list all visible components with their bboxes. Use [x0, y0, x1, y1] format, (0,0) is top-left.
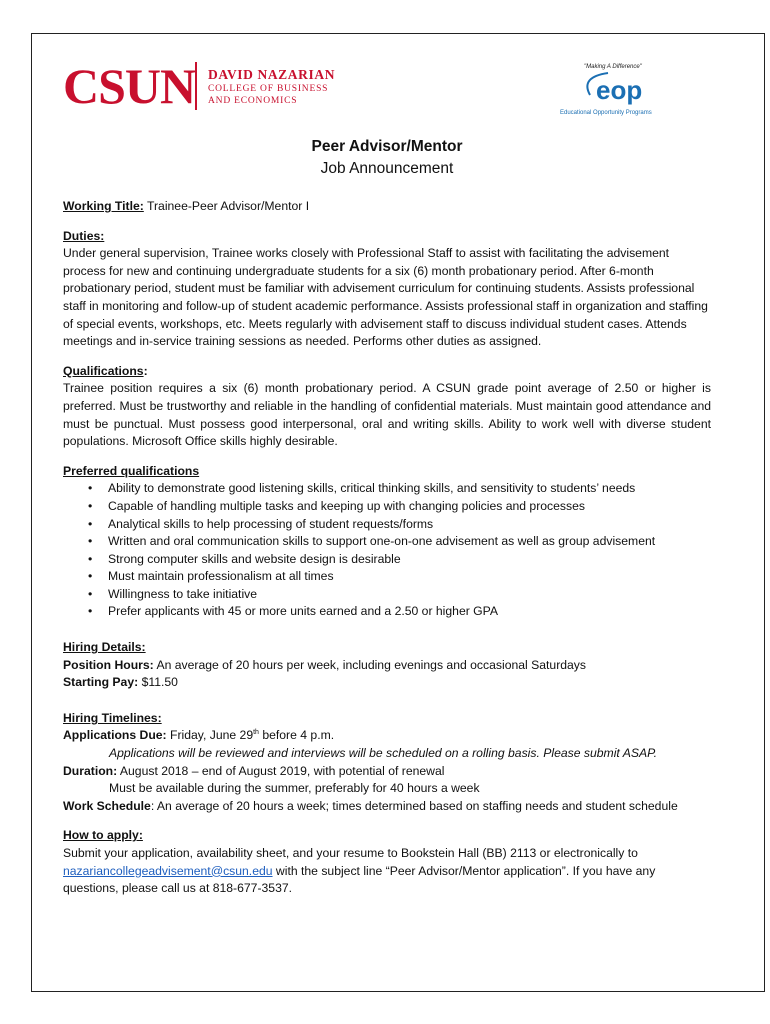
applications-due-time: before 4 p.m. — [258, 728, 335, 743]
letterhead — [63, 50, 711, 130]
hiring-timelines-heading: Hiring Timelines: — [63, 710, 162, 725]
college-line-2: AND ECONOMICS — [208, 96, 298, 106]
starting-pay-label: Starting Pay: — [63, 675, 139, 690]
preferred-list — [63, 480, 711, 621]
list-item: • Prefer applicants with 45 or more units earned and a 2.50 or higher GPA — [108, 603, 711, 621]
hiring-details-heading: Hiring Details: — [63, 640, 146, 655]
college-name: DAVID NAZARIAN — [208, 67, 336, 82]
list-item: • Analytical skills to help processing of student requests/forms — [108, 516, 711, 534]
title-block — [63, 136, 711, 180]
preferred-qualifications-section — [63, 463, 711, 621]
logo-divider — [195, 62, 197, 110]
preferred-heading: Preferred qualifications — [63, 463, 200, 478]
list-item: • Willingness to take initiative — [108, 586, 711, 604]
list-item: • Must maintain professionalism at all times — [108, 568, 711, 586]
working-title-section — [63, 198, 711, 216]
list-item: • Capable of handling multiple tasks and keeping up with changing policies and processes — [108, 498, 711, 516]
list-item: • Ability to demonstrate good listening skills, critical thinking skills, and sensitivity to students’ needs — [108, 480, 711, 498]
qualifications-colon: : — [143, 363, 148, 378]
applications-due-value: Friday, June 29 — [166, 728, 254, 743]
how-to-apply-text-2: with the subject line “Peer Advisor/Mentor application”. If you have any questions, please call us at 818-677-3537. — [63, 863, 656, 896]
page-title: Peer Advisor/Mentor — [311, 138, 463, 155]
work-schedule-label: Work Schedule — [63, 798, 151, 813]
duties-text: Under general supervision, Trainee works closely with Professional Staff to assist with facilitating the advisement process for new and continuing undergraduate students for a six (6) month probationary period. After 6-month probationary period, student must be familiar with advisement curriculum for continuing students. Assists professional staff in monitoring and follow-up of student academic performance. Assists professional staff in organization and staffing of special events, workshops, etc. Meets regularly with advisement staff to discuss individual student cases. Attends meetings and in-service training sessions as needed. Performs other duties as assigned. — [63, 246, 708, 349]
duties-heading: Duties: — [63, 228, 105, 243]
college-name-block — [208, 67, 335, 107]
duration-label: Duration: — [63, 763, 118, 778]
applications-due-sup: th — [253, 729, 259, 737]
page-subtitle: Job Announcement — [320, 160, 454, 177]
working-title-value: Trainee-Peer Advisor/Mentor I — [146, 199, 310, 213]
how-to-apply-section — [63, 827, 711, 897]
college-line-1: COLLEGE OF BUSINESS — [208, 84, 329, 94]
csun-logo: CSUN — [63, 58, 196, 114]
applications-due-label: Applications Due: — [63, 728, 167, 743]
document-body — [63, 50, 711, 898]
qualifications-text: Trainee position requires a six (6) month probationary period. A CSUN grade point average of 2.50 or higher is preferred. Must be trustworthy and reliable in the handling of confidential materials. Must maintain good attendance and must be punctual. Must possess good interpersonal, oral and writing skills. Ability to work well with diverse student populations. Microsoft Office skills highly desirable. — [63, 381, 711, 449]
duration-value: August 2018 – end of August 2019, with potential of renewal — [117, 763, 445, 778]
work-schedule-value: : An average of 20 hours a week; times determined based on staffing needs and student schedule — [150, 798, 678, 813]
how-to-apply-heading: How to apply: — [63, 828, 143, 843]
how-to-apply-text — [63, 845, 711, 898]
svg-text:eop: eop — [596, 75, 643, 105]
email-link[interactable]: nazariancollegeadvisement@csun.edu — [63, 863, 273, 878]
duration-note: Must be available during the summer, preferably for 40 hours a week — [109, 781, 480, 796]
hiring-timelines-section — [63, 710, 711, 816]
working-title-label: Working Title: — [63, 199, 144, 213]
list-item: • Strong computer skills and website design is desirable — [108, 551, 711, 569]
how-to-apply-text-1: Submit your application, availability sheet, and your resume to Bookstein Hall (BB) 2113 or electronically to — [63, 846, 638, 860]
eop-footer: Educational Opportunity Programs — [560, 110, 652, 116]
duties-section — [63, 228, 711, 351]
hiring-details-section — [63, 639, 711, 692]
list-item: • Written and oral communication skills to support one-on-one advisement as well as group advisement — [108, 533, 711, 551]
applications-note: Applications will be reviewed and interviews will be scheduled on a rolling basis. Please submit ASAP. — [109, 746, 658, 761]
position-hours-label: Position Hours: — [63, 657, 154, 672]
qualifications-heading: Qualifications — [63, 363, 144, 378]
starting-pay-value: $11.50 — [138, 675, 178, 690]
eop-logo — [560, 59, 664, 115]
position-hours-value: An average of 20 hours per week, including evenings and occasional Saturdays — [153, 657, 586, 672]
qualifications-section — [63, 363, 711, 451]
eop-tagline: "Making A Difference" — [584, 64, 642, 70]
